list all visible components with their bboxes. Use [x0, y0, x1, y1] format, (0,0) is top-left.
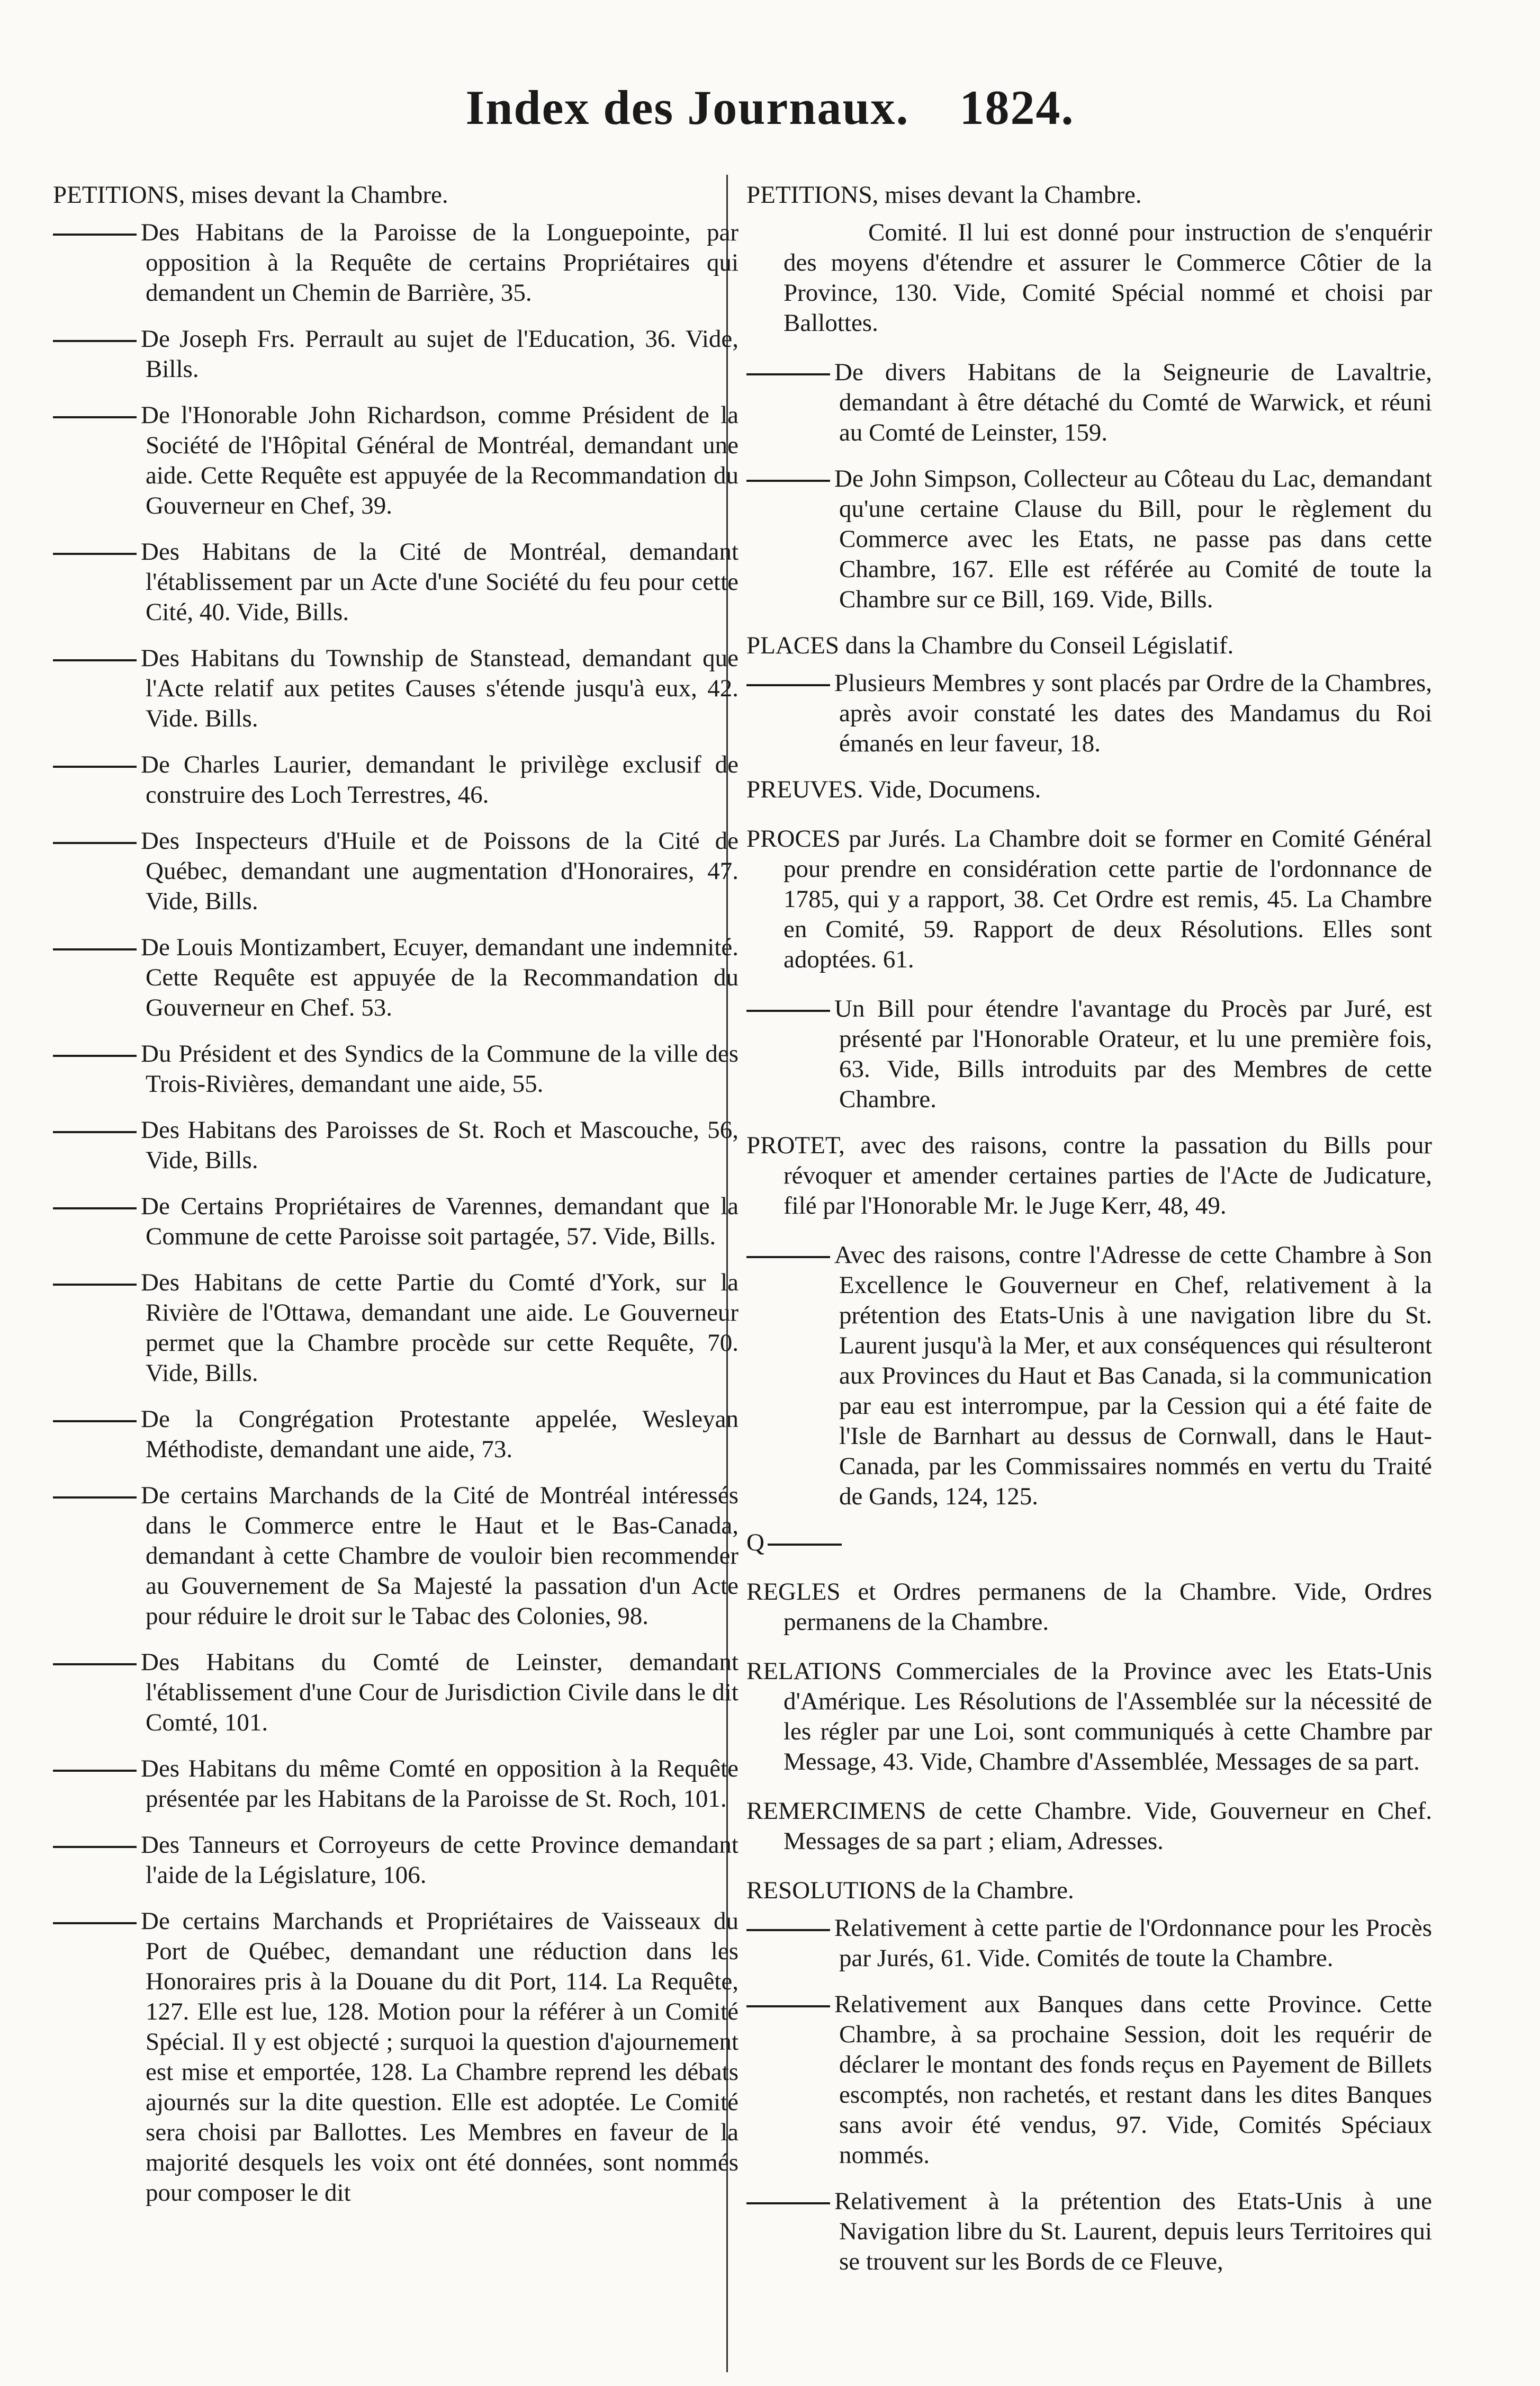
- index-entry: Relativement à la prétention des Etats-Unis à une Navigation libre du St. Laurent, depuis leurs Territoires qui se trouvent sur les Bords de ce Fleuve,: [746, 2186, 1432, 2277]
- places-heading: PLACES dans la Chambre du Conseil Législatif.: [746, 632, 1234, 659]
- index-entry: De certains Marchands et Propriétaires de Vaisseaux du Port de Québec, demandant une réduction dans les Honoraires pris à la Douane du dit Port, 114. La Requête, 127. Elle est lue, 128. Motion pour la référer à un Comité Spécial. Il y est objecté ; surquoi la question d'ajournement est mise et emportée, 128. La Chambre reprend les débats ajournés sur la dite question. Elle est adoptée. Le Comité sera choisi par Ballottes. Les Membres en faveur de la majorité desquels les voix ont été données, sont nommés pour composer le dit: [53, 1906, 739, 2208]
- index-entry: De certains Marchands de la Cité de Montréal intéressés dans le Commerce entre le Haut et le Bas-Canada, demandant à cette Chambre de vouloir bien recommender au Gouvernement de Sa Majesté la passation d'un Acte pour réduire le droit sur le Tabac des Colonies, 98.: [53, 1481, 739, 1631]
- entry-dash: [746, 684, 830, 686]
- index-entry: Des Habitans de la Paroisse de la Longuepointe, par opposition à la Requête de certains Propriétaires qui demandent un Chemin de Barrière, 35.: [53, 218, 739, 308]
- entry-dash: [746, 2202, 830, 2204]
- continued-entry: Comité. Il lui est donné pour instruction de s'enquérir des moyens d'étendre et assurer le Commerce Côtier de la Province, 130. Vide, Comité Spécial nommé et choisi par Ballottes.: [783, 219, 1432, 337]
- entry-dash: [53, 948, 137, 950]
- index-entry: Relativement aux Banques dans cette Province. Cette Chambre, à sa prochaine Session, doit les requérir de déclarer le montant des fonds reçus en Payement de Billets escomptés, non rachetés, et restant dans les dites Banques sans avoir été vendus, 97. Vide, Comités Spéciaux nommés.: [746, 1989, 1432, 2170]
- index-entry: Des Habitans de la Cité de Montréal, demandant l'établissement par un Acte d'une Société du feu pour cette Cité, 40. Vide, Bills.: [53, 537, 739, 627]
- entry-dash: [53, 1496, 137, 1499]
- entry-dash: [53, 842, 137, 844]
- entry-dash: [53, 553, 137, 555]
- entry-dash: [746, 1256, 830, 1258]
- index-entry: Avec des raisons, contre l'Adresse de cette Chambre à Son Excellence le Gouverneur en Chef, relativement à la prétention des Etats-Unis à une navigation libre du St. Laurent jusqu'à la Mer, et aux conséquences qui résulteront aux Provinces du Haut et Bas Canada, si la communication par eau est interrompue, par la Cession qui a été faite de l'Isle de Barnhart au dessus de Cornwall, dans le Haut-Canada, par les Commissaires nommés en vertu du Traité de Gands, 124, 125.: [746, 1240, 1432, 1512]
- entry-dash: [53, 416, 137, 418]
- entry-dash: [746, 2005, 830, 2007]
- right-column: [746, 180, 1432, 2293]
- entry-dash: [53, 659, 137, 661]
- index-entry: Des Tanneurs et Corroyeurs de cette Province demandant l'aide de la Législature, 106.: [53, 1830, 739, 1890]
- entry-dash: [53, 1055, 137, 1057]
- entry-dash: [746, 1010, 830, 1012]
- index-entry: De John Simpson, Collecteur au Côteau du Lac, demandant qu'une certaine Clause du Bill, pour le règlement du Commerce avec les Etats, ne passe pas dans cette Chambre, 167. Elle est référée au Comité de toute la Chambre sur ce Bill, 169. Vide, Bills.: [746, 464, 1432, 615]
- entry-dash: [53, 766, 137, 768]
- index-entry: De Louis Montizambert, Ecuyer, demandant une indemnité. Cette Requête est appuyée de la Recommandation du Gouverneur en Chef. 53.: [53, 932, 739, 1023]
- index-entry: Un Bill pour étendre l'avantage du Procès par Juré, est présenté par l'Honorable Orateur, et lu une première fois, 63. Vide, Bills introduits par des Membres de cette Chambre.: [746, 994, 1432, 1115]
- index-entry: De divers Habitans de la Seigneurie de Lavaltrie, demandant à être détaché du Comté de Warwick, et réuni au Comté de Leinster, 159.: [746, 357, 1432, 448]
- entry-dash: [53, 1663, 137, 1665]
- preuves-entry: PREUVES. Vide, Documens.: [746, 776, 1041, 803]
- regles-entry: REGLES et Ordres permanens de la Chambre. Vide, Ordres permanens de la Chambre.: [746, 1578, 1432, 1636]
- resolutions-heading: RESOLUTIONS de la Chambre.: [746, 1877, 1074, 1904]
- left-column: [53, 180, 739, 2224]
- entry-dash: [746, 1929, 830, 1931]
- entry-dash: [746, 480, 830, 482]
- index-entry: De l'Honorable John Richardson, comme Président de la Société de l'Hôpital Général de Montréal, demandant une aide. Cette Requête est appuyée de la Recommandation du Gouverneur en Chef, 39.: [53, 400, 739, 521]
- index-entry: Des Habitans de cette Partie du Comté d'York, sur la Rivière de l'Ottawa, demandant une aide. Le Gouverneur permet que la Chambre procède sur cette Requête, 70. Vide, Bills.: [53, 1268, 739, 1388]
- remercimens-entry: REMERCIMENS de cette Chambre. Vide, Gouverneur en Chef. Messages de sa part ; eliam, Adresses.: [746, 1797, 1432, 1855]
- entry-dash: [746, 373, 830, 375]
- index-entry: Des Habitans du Township de Stanstead, demandant que l'Acte relatif aux petites Causes s'étende jusqu'à eux, 42. Vide. Bills.: [53, 643, 739, 734]
- index-entry: De la Congrégation Protestante appelée, Wesleyan Méthodiste, demandant une aide, 73.: [53, 1404, 739, 1465]
- index-entry: De Charles Laurier, demandant le privilège exclusif de construire des Loch Terrestres, 46.: [53, 750, 739, 810]
- page-title: [0, 79, 1540, 136]
- index-entry: Plusieurs Membres y sont placés par Ordre de la Chambres, après avoir constaté les dates des Mandamus du Roi émanés en leur faveur, 18.: [746, 668, 1432, 759]
- title-text: Index des Journaux.: [465, 80, 909, 134]
- petitions-heading: PETITIONS, mises devant la Chambre.: [53, 181, 448, 209]
- entry-dash: [53, 1284, 137, 1286]
- index-entry: De Joseph Frs. Perrault au sujet de l'Education, 36. Vide, Bills.: [53, 324, 739, 384]
- entry-dash: [53, 340, 137, 342]
- entry-dash: [53, 1922, 137, 1924]
- petitions-continued-heading: PETITIONS, mises devant la Chambre.: [746, 181, 1142, 209]
- entry-dash: [53, 234, 137, 236]
- index-entry: Des Habitans du même Comté en opposition à la Requête présentée par les Habitans de la Paroisse de St. Roch, 101.: [53, 1754, 739, 1814]
- section-dash: [768, 1544, 842, 1546]
- index-entry: Relativement à cette partie de l'Ordonnance pour les Procès par Jurés, 61. Vide. Comités de toute la Chambre.: [746, 1913, 1432, 1974]
- index-entry: Des Inspecteurs d'Huile et de Poissons de la Cité de Québec, demandant une augmentation d'Honoraires, 47. Vide, Bills.: [53, 826, 739, 917]
- letter-q-section: Q: [746, 1528, 1432, 1558]
- index-entry: Des Habitans des Paroisses de St. Roch et Mascouche, 56, Vide, Bills.: [53, 1115, 739, 1176]
- title-year: 1824.: [959, 80, 1075, 134]
- index-entry: Des Habitans du Comté de Leinster, demandant l'établissement d'une Cour de Jurisdiction Civile dans le dit Comté, 101.: [53, 1647, 739, 1738]
- entry-dash: [53, 1846, 137, 1848]
- protet-entry: PROTET, avec des raisons, contre la passation du Bills pour révoquer et amender certaines parties de l'Acte de Judicature, filé par l'Honorable Mr. le Juge Kerr, 48, 49.: [746, 1132, 1432, 1219]
- entry-dash: [53, 1420, 137, 1422]
- relations-entry: RELATIONS Commerciales de la Province avec les Etats-Unis d'Amérique. Les Résolutions de l'Assemblée sur la nécessité de les régler par une Loi, sont communiqués à cette Chambre par Message, 43. Vide, Chambre d'Assemblée, Messages de sa part.: [746, 1657, 1432, 1775]
- proces-entry: PROCES par Jurés. La Chambre doit se former en Comité Général pour prendre en considération cette partie de l'ordonnance de 1785, qui y a rapport, 38. Cet Ordre est remis, 45. La Chambre en Comité, 59. Rapport de deux Résolutions. Elles sont adoptées. 61.: [746, 825, 1432, 973]
- index-entry: De Certains Propriétaires de Varennes, demandant que la Commune de cette Paroisse soit partagée, 57. Vide, Bills.: [53, 1191, 739, 1252]
- entry-dash: [53, 1770, 137, 1772]
- index-entry: Du Président et des Syndics de la Commune de la ville des Trois-Rivières, demandant une aide, 55.: [53, 1039, 739, 1099]
- entry-dash: [53, 1207, 137, 1209]
- entry-dash: [53, 1131, 137, 1133]
